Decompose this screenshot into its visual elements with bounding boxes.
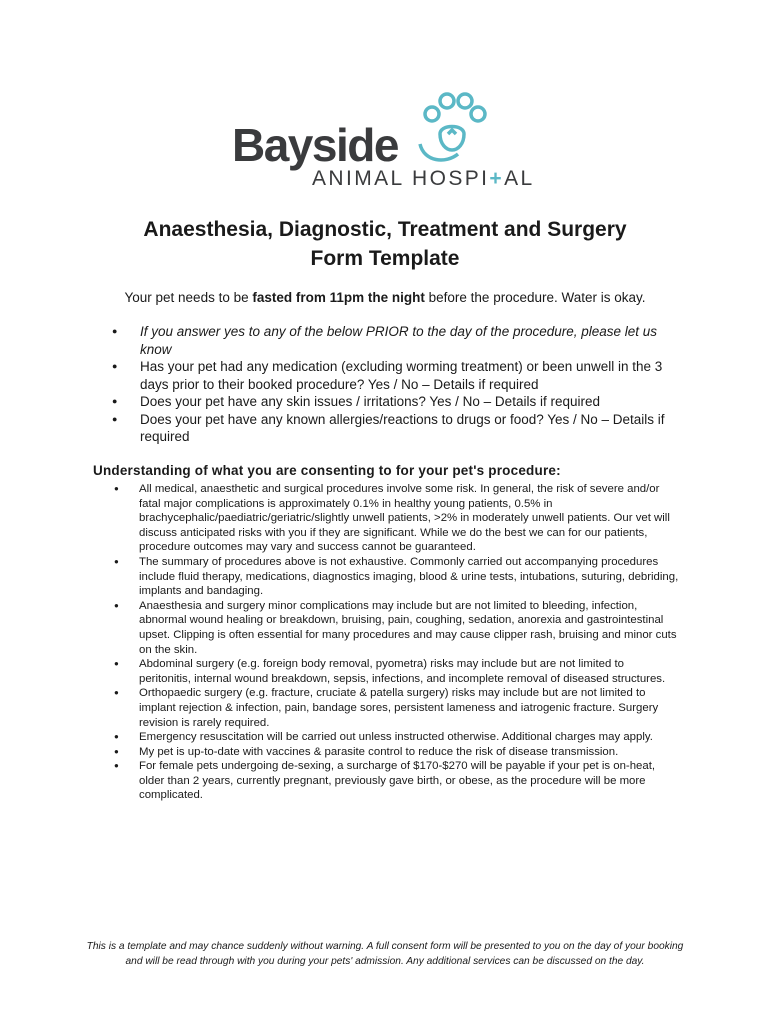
- logo-wordmark: Bayside: [232, 119, 398, 171]
- hospital-logo: [232, 92, 542, 192]
- consent-item: ● All medical, anaesthetic and surgical procedures involve some risk. In general, the risk of severe and/or fatal major complications is approximately 0.1% in healthy young patients, 0.5% in brachycephalic/paediatric/geriatric/slightly unwell patients, >2% in moderately unwell patients. Our vet will discuss anticipated risks with you if they are significant. While we do the best we can for our patients, procedure outcomes may vary and success cannot be guaranteed.: [114, 482, 679, 555]
- consent-item: ● Emergency resuscitation will be carried out unless instructed otherwise. Additional charges may apply.: [114, 730, 679, 745]
- footer-note: This is a template and may chance suddenly without warning. A full consent form will be presented to you on the day of your booking and will be read through with you during your pets' admission. Any additional services can be discussed on the day.: [86, 941, 684, 967]
- consent-item: ● Anaesthesia and surgery minor complications may include but are not limited to bleeding, infection, abnormal wound healing or breakdown, bruising, pain, coughing, sedation, anorexia and gastrointestinal upset. Clipping is often essential for many procedures and may cause clipper rash, bruising and minor cuts on the skin.: [114, 599, 679, 657]
- consent-item: ● Abdominal surgery (e.g. foreign body removal, pyometra) risks may include but are not limited to peritonitis, internal wound breakdown, sepsis, infections, and incomplete removal of diseased structures.: [114, 657, 679, 686]
- consent-heading: Understanding of what you are consenting to for your pet's procedure:: [93, 463, 561, 478]
- fasting-instructions: Your pet needs to be fasted from 11pm the night before the procedure. Water is okay.: [124, 290, 646, 305]
- paw-stethoscope-icon: [418, 92, 490, 172]
- consent-item: ● My pet is up-to-date with vaccines & parasite control to reduce the risk of disease transmission.: [114, 745, 679, 760]
- consent-item: ● The summary of procedures above is not exhaustive. Commonly carried out accompanying procedures include fluid therapy, medications, diagnostics imaging, blood & urine tests, intubations, suturing, debriding, implants and bandaging.: [114, 555, 679, 599]
- question-medication: ● Has your pet had any medication (excluding worming treatment) or been unwell in the 3 days prior to their booked procedure? Yes / No – Details if required: [112, 358, 672, 393]
- pre-procedure-questions: [112, 323, 672, 446]
- logo-cross-mark: +: [489, 167, 505, 190]
- question-allergies: ● Does your pet have any known allergies/reactions to drugs or food? Yes / No – Details if required: [112, 411, 672, 446]
- logo-subtitle: ANIMAL HOSPI+AL: [312, 167, 535, 190]
- page-title: Anaesthesia, Diagnostic, Treatment and Surgery Form Template: [143, 218, 627, 270]
- question-intro: ● If you answer yes to any of the below PRIOR to the day of the procedure, please let us know: [112, 323, 672, 358]
- consent-list: [114, 482, 679, 803]
- consent-item: ● For female pets undergoing de-sexing, a surcharge of $170-$270 will be payable if your pet is on-heat, older than 2 years, currently pregnant, previously gave birth, or obese, as the procedure will be more complicated.: [114, 759, 679, 803]
- consent-item: ● Orthopaedic surgery (e.g. fracture, cruciate & patella surgery) risks may include but are not limited to implant rejection & infection, pain, bandage sores, persistent lameness and iatrogenic fracture. Surgery revision is rarely required.: [114, 686, 679, 730]
- question-skin: ● Does your pet have any skin issues / irritations? Yes / No – Details if required: [112, 393, 672, 411]
